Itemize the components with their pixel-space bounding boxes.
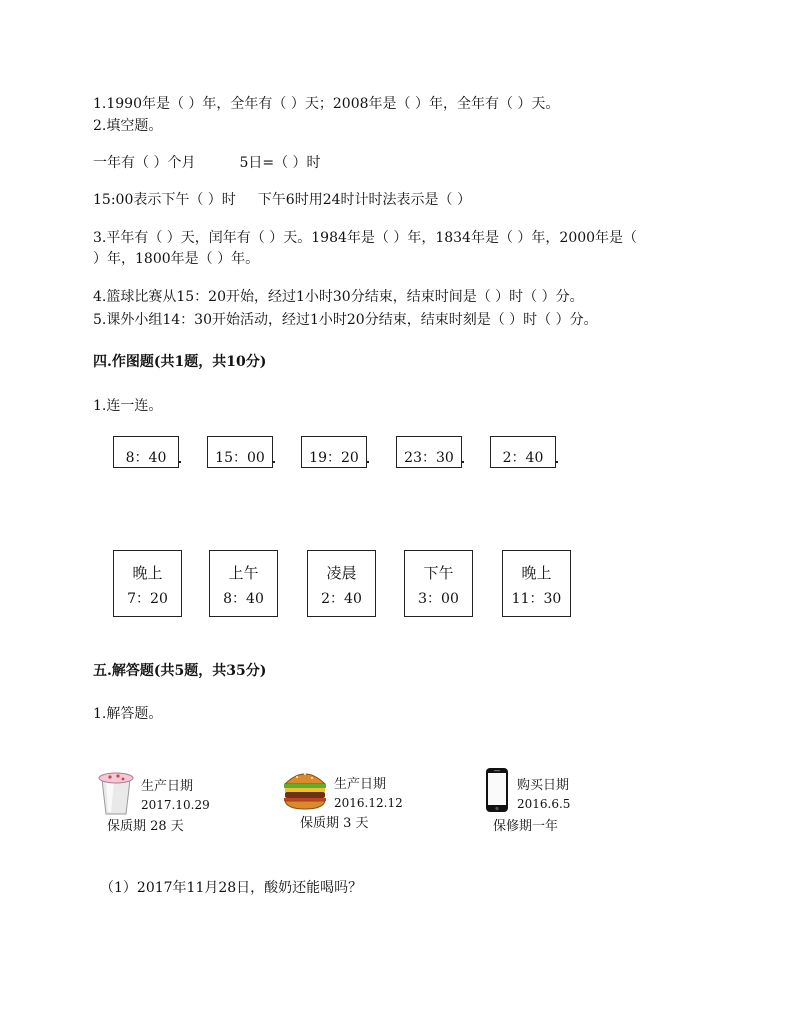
- 24-hour-format-blank: 下午6时用24时计时法表示是（ ）: [257, 192, 471, 208]
- yogurt-shelf-life: 保质期 28 天: [107, 819, 184, 834]
- burger-shelf-life: 保质期 3 天: [300, 816, 369, 831]
- time-period-box[interactable]: 下午 3：00: [404, 550, 473, 617]
- time-period-box[interactable]: 凌晨 2：40: [307, 550, 376, 617]
- time-24h-box[interactable]: 15：00: [207, 436, 273, 468]
- question-3-line-2: ）年，1800年是（ ）年。: [93, 251, 260, 267]
- months-in-year-blank: 一年有（ ）个月: [93, 155, 196, 171]
- days-to-hours-blank: 5日=（ ）时: [239, 155, 321, 171]
- question-2-title: 2.填空题。: [93, 118, 163, 134]
- section-4-question-1: 1.连一连。: [93, 398, 163, 414]
- question-3-line-1: 3.平年有（ ）天，闰年有（ ）天。1984年是（ ）年，1834年是（ ）年，2000年是（: [93, 230, 638, 246]
- time-24h-box[interactable]: 19：20: [301, 436, 367, 468]
- afternoon-hour-blank: 15:00表示下午（ ）时: [93, 192, 236, 208]
- time-24h-box[interactable]: 23：30: [396, 436, 462, 468]
- connect-dot: [556, 461, 558, 463]
- time-period-box[interactable]: 上午 8：40: [209, 550, 278, 617]
- time-period-box[interactable]: 晚上 7：20: [113, 550, 182, 617]
- time-period-box[interactable]: 晚上 11：30: [502, 550, 571, 617]
- time-24h-box[interactable]: 2：40: [490, 436, 556, 468]
- question-2-row-1: [93, 153, 321, 173]
- question-5-club: 5.课外小组14：30开始活动，经过1小时20分结束，结束时刻是（ ）时（ ）分。: [93, 312, 598, 328]
- sub-question-1: （1）2017年11月28日，酸奶还能喝吗？: [100, 880, 363, 896]
- burger-icon: [281, 768, 329, 810]
- connect-dot: [462, 461, 464, 463]
- section-4-title: 四.作图题(共1题，共10分): [93, 354, 267, 370]
- connect-dot: [273, 461, 275, 463]
- question-2-row-2: [93, 190, 471, 210]
- question-4-basketball: 4.篮球比赛从15：20开始，经过1小时30分结束，结束时间是（ ）时（ ）分。: [93, 289, 584, 305]
- phone-warranty: 保修期一年: [493, 819, 559, 834]
- section-5-question-1: 1.解答题。: [93, 706, 163, 722]
- connect-dot: [179, 461, 181, 463]
- connect-dot: [367, 461, 369, 463]
- question-1-leap-year: 1.1990年是（ ）年，全年有（ ）天；2008年是（ ）年，全年有（ ）天。: [93, 96, 560, 112]
- phone-icon: [485, 767, 509, 813]
- section-5-title: 五.解答题(共5题，共35分): [93, 663, 267, 679]
- time-24h-box[interactable]: 8：40: [113, 436, 179, 468]
- yogurt-icon: [96, 770, 136, 816]
